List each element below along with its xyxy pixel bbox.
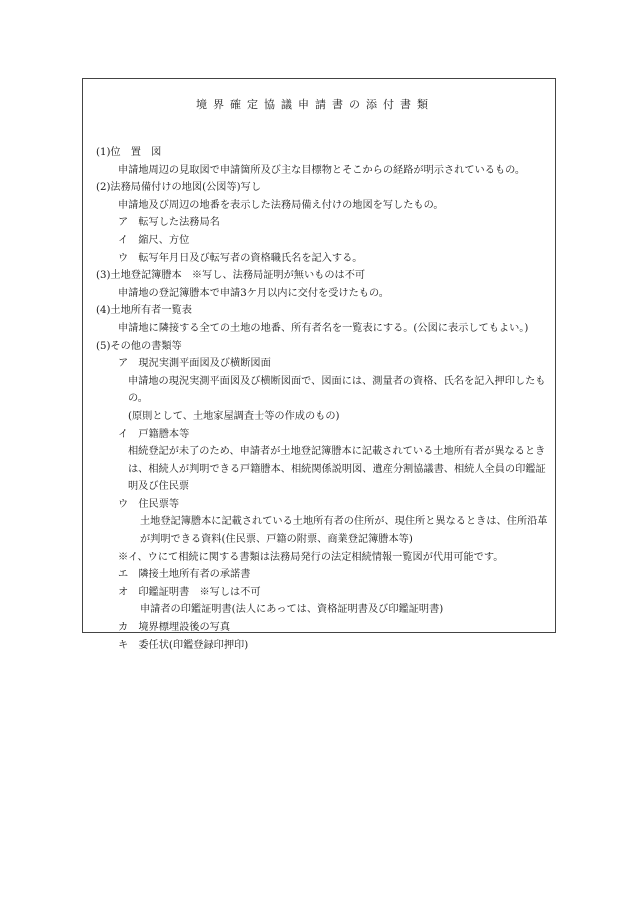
section-4-heading: (4)土地所有者一覧表 xyxy=(96,305,192,317)
section-5-item-i-description: 相続登記が未了のため、申請者が土地登記簿謄本に記載されている土地所有者が異なるときは、相続人が判明できる戸籍謄本、相続関係説明図、遺産分割協議書、相続人全員の印鑑証明及び住民票 xyxy=(128,446,546,493)
section-4-description: 申請地に隣接する全ての土地の地番、所有者名を一覧表にする。(公図に表示してもよい。) xyxy=(118,322,529,334)
section-5-substitution-note: ※イ、ウにて相続に関する書類は法務局発行の法定相続情報一覧図が代用可能です。 xyxy=(118,551,504,563)
section-1-description: 申請地周辺の見取図で申請箇所及び主な目標物とそこからの経路が明示されているもの。 xyxy=(118,164,526,176)
section-2-heading: (2)法務局備付けの地図(公図等)写し xyxy=(96,182,262,194)
section-5-item-e: エ 隣接土地所有者の承諾書 xyxy=(118,569,251,581)
section-5-item-ki: キ 委任状(印鑑登録印押印) xyxy=(118,639,249,651)
section-2-item-i: イ 縮尺、方位 xyxy=(118,234,190,246)
section-5-item-i-heading: イ 戸籍謄本等 xyxy=(118,428,190,440)
section-5-item-u-description: 土地登記簿謄本に記載されている土地所有者の住所が、現住所と異なるときは、住所沿革が判明できる資料(住民票、戸籍の附票、商業登記簿謄本等) xyxy=(140,516,548,546)
section-5-item-a-description: 申請地の現況実測平面図及び横断図面で、図面には、測量者の資格、氏名を記入押印したもの。 xyxy=(128,375,546,405)
section-2-description: 申請地及び周辺の地番を表示した法務局備え付けの地図を写したもの。 xyxy=(118,199,444,211)
section-5-item-a-note: (原則として、土地家屋調査士等の作成のもの) xyxy=(128,410,340,422)
document-title: 境界確定協議申請書の添付書類 xyxy=(196,98,434,111)
section-3-description: 申請地の登記簿謄本で申請3ケ月以内に交付を受けたもの。 xyxy=(118,287,389,299)
section-5-item-o-description: 申請者の印鑑証明書(法人にあっては、資格証明書及び印鑑証明書) xyxy=(140,604,444,616)
section-5-item-o-heading: オ 印鑑証明書 ※写しは不可 xyxy=(118,586,261,598)
section-5-item-ka: カ 境界標埋設後の写真 xyxy=(118,622,231,634)
section-2-item-u: ウ 転写年月日及び転写者の資格職氏名を記入する。 xyxy=(118,252,363,264)
section-3-heading: (3)土地登記簿謄本 ※写し、法務局証明が無いものは不可 xyxy=(96,270,366,282)
section-5-heading: (5)その他の書類等 xyxy=(96,340,182,352)
section-2-item-a: ア 転写した法務局名 xyxy=(118,217,220,229)
section-5-item-u-heading: ウ 住民票等 xyxy=(118,498,180,510)
section-1-heading: (1)位 置 図 xyxy=(96,147,162,158)
document-body xyxy=(82,144,556,654)
section-5-item-a-heading: ア 現況実測平面図及び横断図面 xyxy=(118,358,271,370)
